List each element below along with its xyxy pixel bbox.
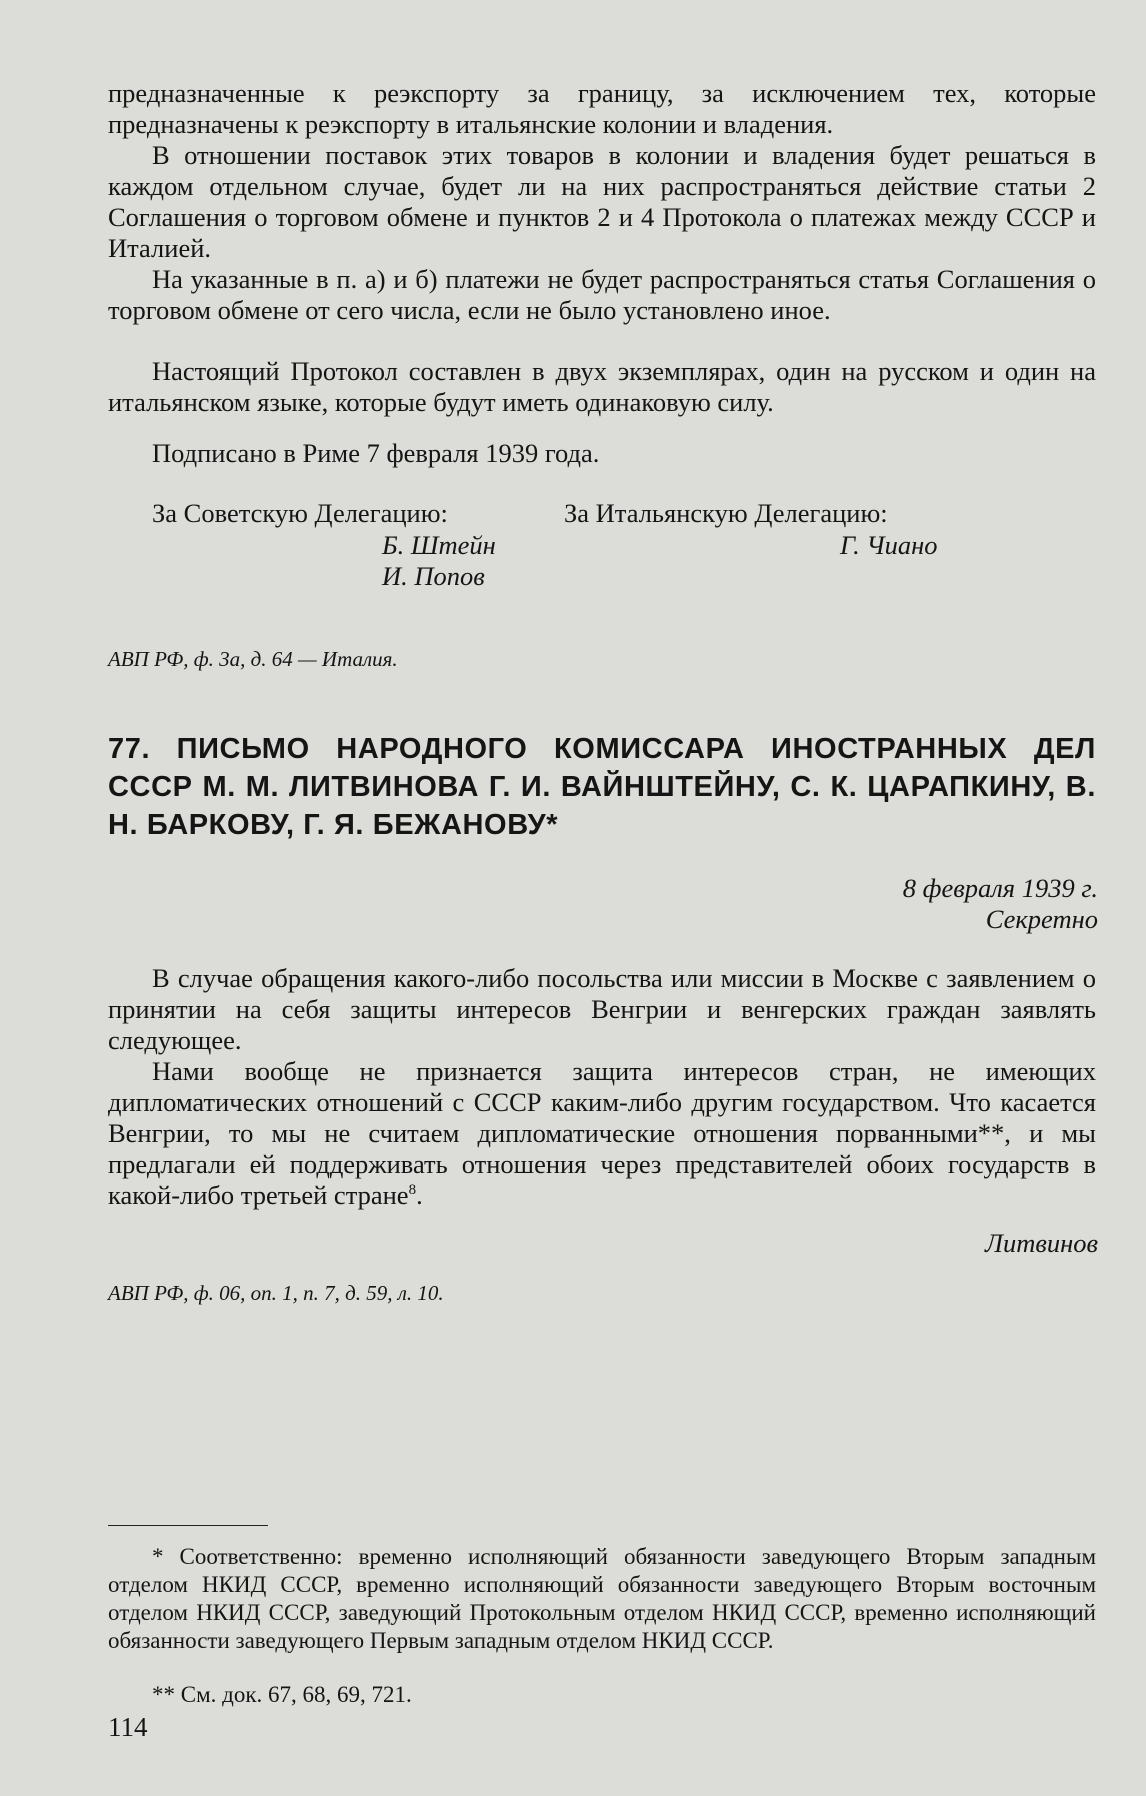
footnote-ref-8: 8	[408, 1182, 417, 1199]
signatory-ciano: Г. Чиано	[840, 530, 938, 560]
document-title: 77. ПИСЬМО НАРОДНОГО КОМИССАРА ИНОСТРАННЫХ ДЕЛ СССР М. М. ЛИТВИНОВА Г. И. ВАЙНШТЕЙНУ, С. К. ЦАРАПКИНУ, В. Н. БАРКОВУ, Г. Я. БЕЖАНОВУ*	[108, 733, 1096, 841]
paragraph-copies: Настоящий Протокол составлен в двух экземплярах, один на русском и один на итальянском языке, которые будут иметь одинаковую силу.	[108, 356, 1096, 417]
paragraph-payments: На указанные в п. а) и б) платежи не будет распространяться статья Соглашения о торговом обмене от сего числа, если не было установлено иное.	[108, 264, 1096, 325]
archive-source-1: АВП РФ, ф. 3а, д. 64 — Италия.	[108, 647, 398, 671]
paragraph-continuation: предназначенные к реэкспорту за границу, за исключением тех, которые предназначены к реэкспорту в итальянские колонии и владения.	[108, 78, 1096, 139]
signatory-stein: Б. Штейн	[382, 530, 496, 560]
letter-signature: Литвинов	[985, 1228, 1098, 1258]
footnote-2: ** См. док. 67, 68, 69, 721.	[152, 1682, 412, 1707]
signatory-popov: И. Попов	[382, 561, 485, 591]
archive-source-2: АВП РФ, ф. 06, оп. 1, п. 7, д. 59, л. 10.	[108, 1281, 444, 1305]
signed-line: Подписано в Риме 7 февраля 1939 года.	[152, 438, 600, 468]
italian-delegation-label: За Итальянскую Делегацию:	[564, 498, 888, 528]
footnote-divider	[108, 1525, 268, 1526]
document-date: 8 февраля 1939 г.	[902, 873, 1098, 903]
footnote-1: * Соответственно: временно исполняющий обязанности заведующего Вторым западным отделом НКИД СССР, временно исполняющий обязанности заведующего Вторым восточным отделом НКИД СССР, заведующий Протокольным отделом НКИД СССР, временно исполняющий обязанности заведующего Первым западным отделом НКИД СССР.	[108, 1544, 1096, 1653]
classification-label: Секретно	[985, 904, 1098, 934]
letter-paragraph-1: В случае обращения какого-либо посольства или миссии в Москве с заявлением о принятии на себя защиты интересов Венгрии и венгерских граждан заявлять следующее.	[108, 963, 1096, 1055]
soviet-delegation-label: За Советскую Делегацию:	[152, 498, 448, 528]
page-number: 114	[108, 1712, 148, 1742]
letter-paragraph-2-text: Нами вообще не признается защита интересов стран, не имеющих дипломатических отношений с СССР каким-либо другим государством. Что касается Венгрии, то мы не считаем дипломатические отношения порванными**, и мы предлагали ей поддерживать отношения через представителей обоих государств в какой-либо третьей стране	[108, 1056, 1096, 1210]
letter-paragraph-2: Нами вообще не признается защита интересов стран, не имеющих дипломатических отношений с СССР каким-либо другим государством. Что касается Венгрии, то мы не считаем дипломатические отношения порванными**, и мы предлагали ей поддерживать отношения через представителей обоих государств в какой-либо третьей стране$^8$.	[108, 1056, 1096, 1210]
paragraph-deliveries: В отношении поставок этих товаров в колонии и владения будет решаться в каждом отдельном случае, будет ли на них распространяться действие статьи 2 Соглашения о торговом обмене и пунктов 2 и 4 Протокола о платежах между СССР и Италией.	[108, 140, 1096, 263]
